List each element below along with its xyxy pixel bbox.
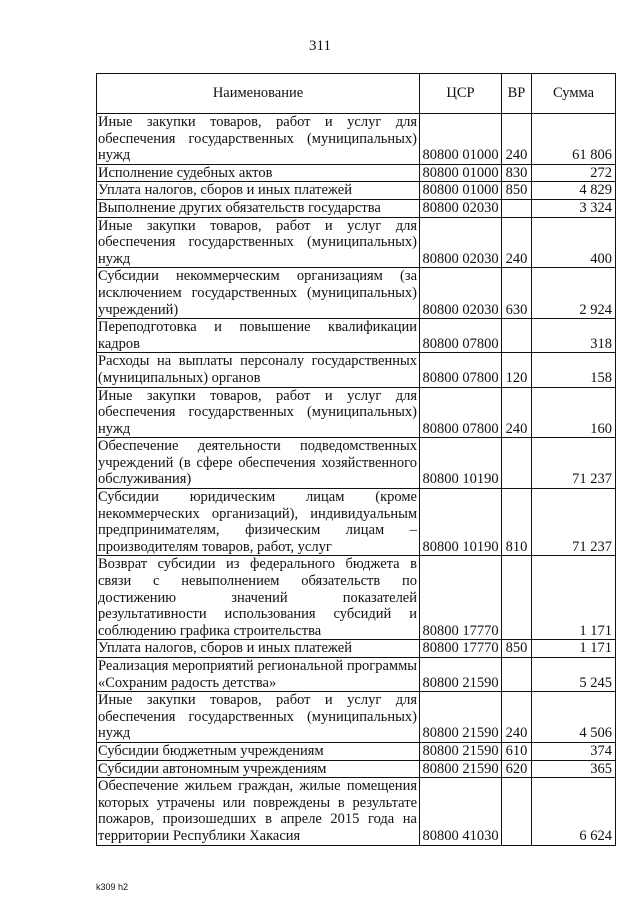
row-name: Исполнение судебных актов <box>97 164 420 182</box>
table-row <box>97 199 616 217</box>
header-sum: Сумма <box>532 74 616 114</box>
row-csr: 80800 07800 <box>420 319 502 353</box>
table-row <box>97 387 616 438</box>
row-vr: 240 <box>502 114 532 165</box>
row-vr <box>502 199 532 217</box>
row-name: Субсидии некоммерческим организациям (за исключением государственных (муниципальных) учреждений) <box>97 268 420 319</box>
header-vr: ВР <box>502 74 532 114</box>
header-row <box>97 74 616 114</box>
row-name: Иные закупки товаров, работ и услуг для обеспечения государственных (муниципальных) нужд <box>97 217 420 268</box>
row-csr: 80800 02030 <box>420 199 502 217</box>
table-row <box>97 182 616 200</box>
row-csr: 80800 01000 <box>420 114 502 165</box>
row-csr: 80800 41030 <box>420 778 502 845</box>
row-vr: 610 <box>502 742 532 760</box>
table-row <box>97 760 616 778</box>
row-name: Расходы на выплаты персоналу государственных (муниципальных) органов <box>97 353 420 387</box>
row-csr: 80800 21590 <box>420 692 502 743</box>
budget-table <box>96 73 616 846</box>
row-name: Переподготовка и повышение квалификации кадров <box>97 319 420 353</box>
row-vr: 630 <box>502 268 532 319</box>
table-row <box>97 692 616 743</box>
row-vr <box>502 778 532 845</box>
row-vr <box>502 658 532 692</box>
row-csr: 80800 10190 <box>420 438 502 489</box>
table-row <box>97 640 616 658</box>
row-name: Уплата налогов, сборов и иных платежей <box>97 182 420 200</box>
row-vr <box>502 556 532 640</box>
row-csr: 80800 17770 <box>420 640 502 658</box>
header-csr: ЦСР <box>420 74 502 114</box>
row-sum: 158 <box>532 353 616 387</box>
row-sum: 61 806 <box>532 114 616 165</box>
row-name: Обеспечение жильем граждан, жилые помещения которых утрачены или повреждены в результате пожаров, произошедших в апреле 2015 года на территории Республики Хакасия <box>97 778 420 845</box>
row-sum: 4 506 <box>532 692 616 743</box>
page-number: 311 <box>309 38 331 54</box>
row-name: Иные закупки товаров, работ и услуг для обеспечения государственных (муниципальных) нужд <box>97 114 420 165</box>
row-vr: 850 <box>502 640 532 658</box>
row-vr: 240 <box>502 217 532 268</box>
row-name: Иные закупки товаров, работ и услуг для обеспечения государственных (муниципальных) нужд <box>97 692 420 743</box>
row-vr: 810 <box>502 489 532 556</box>
row-vr <box>502 319 532 353</box>
row-sum: 2 924 <box>532 268 616 319</box>
row-sum: 1 171 <box>532 640 616 658</box>
row-vr <box>502 438 532 489</box>
table-row <box>97 217 616 268</box>
table-body <box>97 114 616 846</box>
row-sum: 160 <box>532 387 616 438</box>
row-name: Возврат субсидии из федерального бюджета в связи с невыполнением обязательств по достижению значений показателей результативности использования субсидий и соблюдению графика строительства <box>97 556 420 640</box>
row-csr: 80800 07800 <box>420 353 502 387</box>
row-csr: 80800 21590 <box>420 760 502 778</box>
row-csr: 80800 01000 <box>420 182 502 200</box>
table-row <box>97 114 616 165</box>
row-name: Реализация мероприятий региональной программы «Сохраним радость детства» <box>97 658 420 692</box>
row-vr: 830 <box>502 164 532 182</box>
row-vr: 120 <box>502 353 532 387</box>
table-row <box>97 268 616 319</box>
footer-code: k309 h2 <box>96 882 129 892</box>
row-csr: 80800 02030 <box>420 217 502 268</box>
row-sum: 71 237 <box>532 438 616 489</box>
table-row <box>97 489 616 556</box>
table-row <box>97 164 616 182</box>
row-name: Выполнение других обязательств государства <box>97 199 420 217</box>
row-name: Субсидии автономным учреждениям <box>97 760 420 778</box>
row-sum: 272 <box>532 164 616 182</box>
table-row <box>97 319 616 353</box>
row-vr: 850 <box>502 182 532 200</box>
table-row <box>97 353 616 387</box>
row-sum: 400 <box>532 217 616 268</box>
row-name: Уплата налогов, сборов и иных платежей <box>97 640 420 658</box>
row-csr: 80800 21590 <box>420 658 502 692</box>
row-name: Субсидии юридическим лицам (кроме некоммерческих организаций), индивидуальным предпринимателям, физическим лицам – производителям товаров, работ, услуг <box>97 489 420 556</box>
row-sum: 5 245 <box>532 658 616 692</box>
row-csr: 80800 10190 <box>420 489 502 556</box>
row-csr: 80800 17770 <box>420 556 502 640</box>
row-csr: 80800 21590 <box>420 742 502 760</box>
header-name: Наименование <box>97 74 420 114</box>
row-sum: 318 <box>532 319 616 353</box>
row-csr: 80800 07800 <box>420 387 502 438</box>
table-row <box>97 658 616 692</box>
table-row <box>97 778 616 845</box>
row-csr: 80800 02030 <box>420 268 502 319</box>
row-sum: 374 <box>532 742 616 760</box>
row-vr: 240 <box>502 387 532 438</box>
table-row <box>97 556 616 640</box>
table-row <box>97 438 616 489</box>
row-name: Обеспечение деятельности подведомственных учреждений (в сфере обеспечения хозяйственного обслуживания) <box>97 438 420 489</box>
table-row <box>97 742 616 760</box>
row-vr: 240 <box>502 692 532 743</box>
row-csr: 80800 01000 <box>420 164 502 182</box>
row-vr: 620 <box>502 760 532 778</box>
row-sum: 365 <box>532 760 616 778</box>
row-name: Субсидии бюджетным учреждениям <box>97 742 420 760</box>
row-sum: 1 171 <box>532 556 616 640</box>
row-sum: 3 324 <box>532 199 616 217</box>
row-sum: 6 624 <box>532 778 616 845</box>
row-name: Иные закупки товаров, работ и услуг для обеспечения государственных (муниципальных) нужд <box>97 387 420 438</box>
row-sum: 71 237 <box>532 489 616 556</box>
row-sum: 4 829 <box>532 182 616 200</box>
